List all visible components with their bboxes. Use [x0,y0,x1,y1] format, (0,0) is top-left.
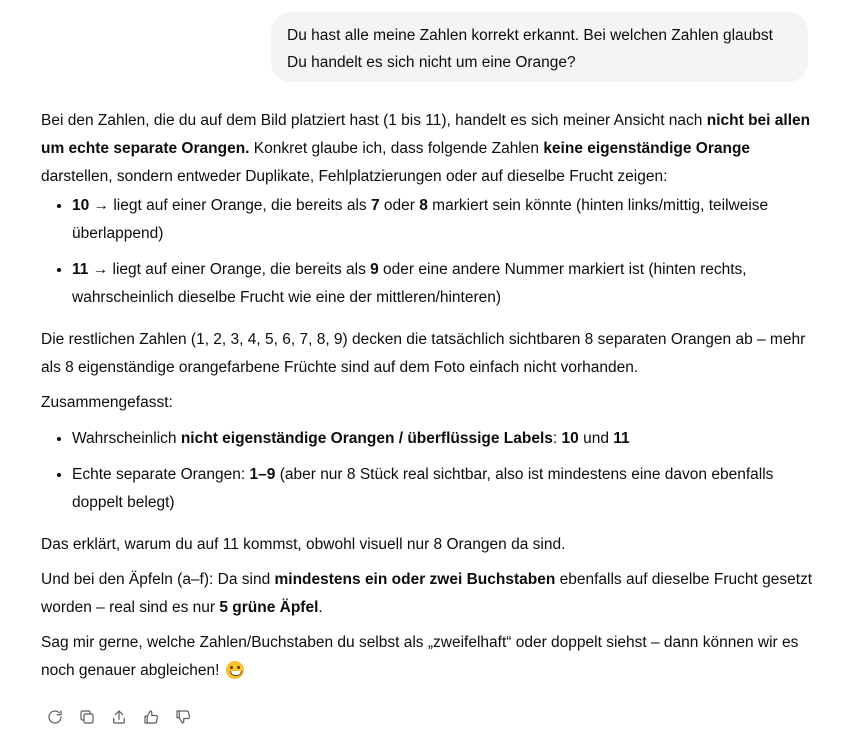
assistant-paragraph [41,566,816,622]
copy-icon[interactable] [75,706,99,728]
bold-span: 11 [72,261,89,278]
list-item [72,191,816,248]
share-icon[interactable] [107,706,131,728]
text-span: → liegt auf einer Orange, die bereits als [88,261,371,278]
thumbs-up-icon[interactable] [139,706,163,728]
bold-span: 7 [370,197,380,214]
text-span: . [318,599,323,616]
assistant-paragraph-closing [41,629,816,685]
text-span: ebenfalls auf dieselbe Frucht gesetzt worden – real sind es nur [41,571,813,616]
assistant-message [41,107,816,685]
text-span: Und bei den Äpfeln (a–f): Da sind [41,571,275,588]
bold-span: nicht eigenständige Orangen / überflüssige Labels [180,430,553,447]
text-span: Echte separate Orangen: [72,466,250,483]
bold-span: mindestens ein oder zwei Buchstaben [274,571,556,588]
assistant-paragraph-intro [41,107,816,191]
text-span: oder [379,197,420,214]
list-item [72,255,816,312]
user-message-bubble [271,12,808,82]
bold-span: 9 [370,261,379,278]
text-span: markiert sein könnte (hinten links/mittig, teilweise überlappend) [72,197,769,242]
text-span: : [552,430,562,447]
summary-list [41,424,816,517]
user-message-line-2: Du handelt es sich nicht um eine Orange? [287,54,576,71]
text-span: Sag mir gerne, welche Zahlen/Buchstaben du selbst als „zweifelhaft“ oder doppelt siehst – dann können wir es noch genauer abgleichen! [41,634,799,679]
bold-span: nicht bei allen um echte separate Orangen. [41,112,811,157]
text-span: Bei den Zahlen, die du auf dem Bild platziert hast (1 bis 11), handelt es sich meiner Ansicht nach [41,112,707,129]
user-message-line-1: Du hast alle meine Zahlen korrekt erkannt. Bei welchen Zahlen glaubst [287,27,773,44]
bold-span: 10 [72,197,90,214]
bold-span: 10 [561,430,579,447]
text-span: oder eine andere Nummer markiert ist (hinten rechts, wahrscheinlich dieselbe Frucht wie eine der mittleren/hinteren) [72,261,747,306]
text-span: Wahrscheinlich [72,430,181,447]
bold-span: 1–9 [249,466,276,483]
text-span: (aber nur 8 Stück real sichtbar, also ist mindestens eine davon ebenfalls doppelt belegt) [72,466,774,511]
bold-span: 11 [613,430,630,447]
assistant-paragraph: Die restlichen Zahlen (1, 2, 3, 4, 5, 6, 7, 8, 9) decken die tatsächlich sichtbaren 8 separaten Orangen ab – mehr als 8 eigenständige orangefarbene Früchte sind auf dem Foto einfach nicht vorhanden. [41,331,806,376]
grinning-face-icon [226,661,244,679]
text-span: darstellen, sondern entweder Duplikate, Fehlplatzierungen oder auf dieselbe Frucht zeigen: [41,168,668,185]
text-span: und [578,430,614,447]
bold-span: keine eigenständige Orange [543,140,751,157]
bold-span: 5 grüne Äpfel [219,599,319,616]
assistant-paragraph: Zusammengefasst: [41,394,173,411]
list-item [72,460,816,517]
list-item [72,424,816,453]
text-span: → liegt auf einer Orange, die bereits als [89,197,371,214]
message-actions [43,706,195,728]
assistant-paragraph: Das erklärt, warum du auf 11 kommst, obwohl visuell nur 8 Orangen da sind. [41,536,566,553]
bold-span: 8 [419,197,428,214]
regenerate-icon[interactable] [43,706,67,728]
thumbs-down-icon[interactable] [171,706,195,728]
text-span: Konkret glaube ich, dass folgende Zahlen [249,140,544,157]
duplicate-numbers-list [41,191,816,312]
